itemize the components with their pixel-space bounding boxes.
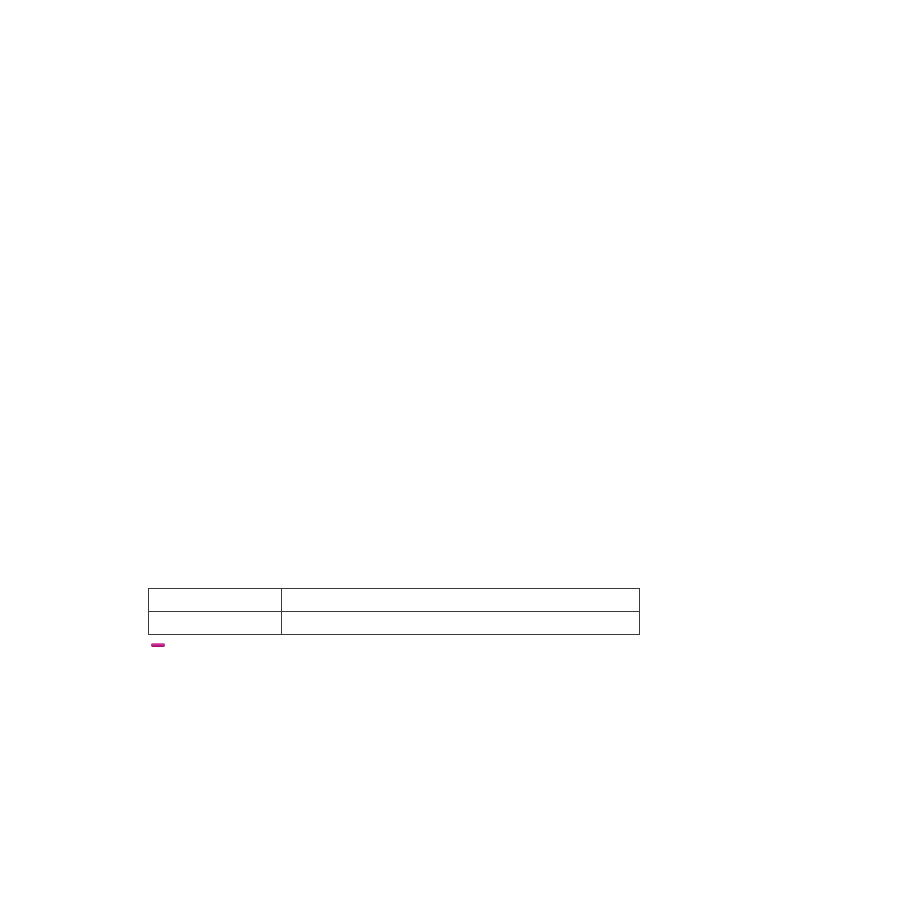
size-option-note: [148, 643, 168, 647]
document-header: [148, 28, 158, 51]
three-quarter-sleeve-reach-label: [149, 612, 282, 635]
long-sleeve-reach-label: [149, 589, 282, 612]
three-quarter-sleeve-reach-value: [282, 612, 640, 635]
table-row: [149, 612, 640, 635]
paid-option-badge: [151, 643, 165, 647]
table-row: [149, 589, 640, 612]
sleeve-reach-table: [148, 588, 640, 635]
long-sleeve-reach-value: [282, 589, 640, 612]
